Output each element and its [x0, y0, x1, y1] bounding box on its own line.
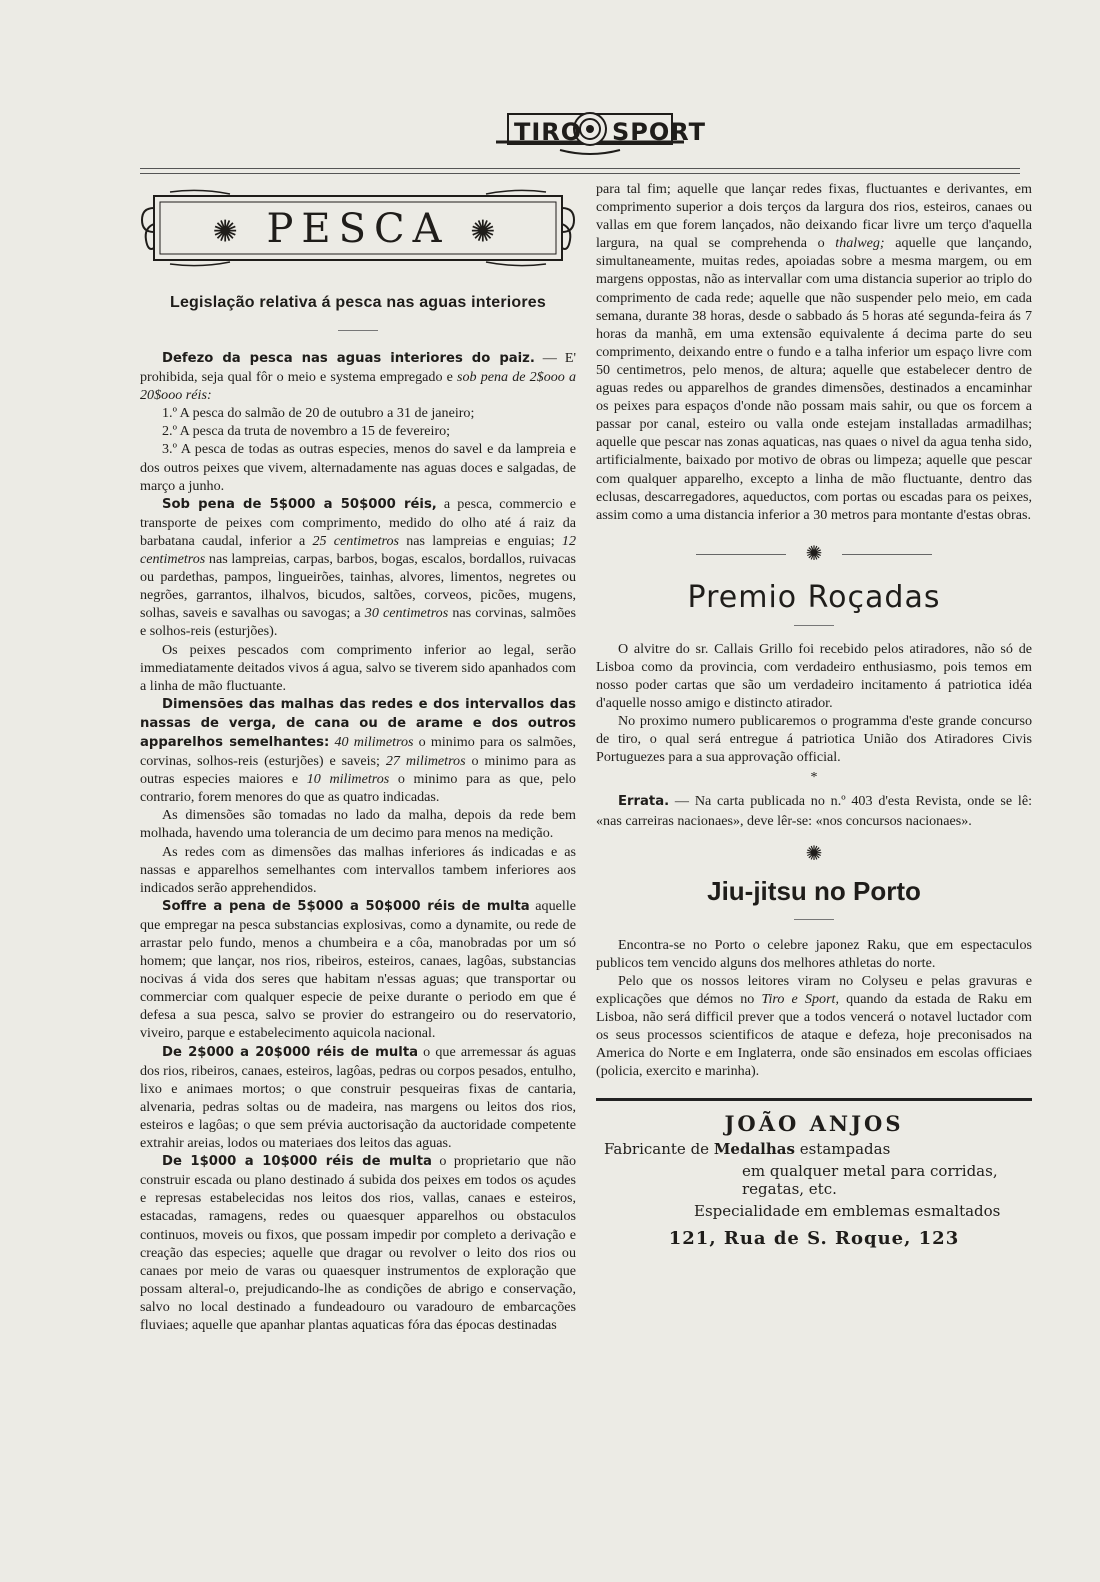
paragraph: [596, 792, 1032, 829]
separator-line: [842, 554, 932, 555]
pesca-title-text: PESCA: [266, 206, 450, 252]
asterisk-icon: *: [810, 770, 818, 786]
paragraph: Encontra-se no Porto o celebre japonez Raku, que em espectaculos publicos tem vencido alguns dos melhores athletas do norte.: [596, 936, 1032, 971]
ornament-right-icon: ✺: [470, 214, 504, 250]
ad-text: estampadas: [794, 1140, 891, 1159]
advertisement-rule: [596, 1098, 1032, 1101]
premio-title: Premio Roçadas: [687, 579, 941, 615]
paragraph-emphasis: 10 milimetros: [306, 771, 390, 788]
paragraph: [140, 349, 576, 404]
ad-address: 121, Rua de S. Roque, 123: [668, 1228, 960, 1250]
paragraph-emphasis: sob pena de 2$ooo a 20$ooo réis:: [140, 369, 576, 404]
section-separator: [596, 540, 1032, 570]
paragraph-emphasis: thalweg;: [835, 235, 885, 252]
paragraph-emphasis: 25 centimetros: [312, 532, 400, 549]
paragraph-emphasis: 27 milimetros: [385, 753, 466, 770]
pesca-title: [140, 206, 576, 252]
paragraph-text: quando da estada de Raku em Lisboa, não será difficil prever que a todos vencerá o notavel luctador com os seus processos scientificos de ataque e defeza, hoje preconisados na America do Norte e em Inglaterra, onde são ensinados em escolas officiaes (policia, exercito e marinha).: [596, 990, 1032, 1080]
ad-line: em qualquer metal para corridas, regatas, etc.: [742, 1162, 998, 1199]
ad-text: Fabricante de: [604, 1140, 714, 1159]
paragraph-text: — Na carta publicada no n.º 403 d'esta Revista, onde se lê: «nas carreiras nacionaes», deve lêr-se: «nos concursos nacionaes».: [596, 793, 1032, 829]
paragraph-emphasis: Tiro e Sport,: [761, 990, 839, 1007]
jiujitsu-body: [596, 936, 1032, 1081]
paragraph-text: nas lampreias e enguias;: [399, 532, 562, 549]
paragraph: O alvitre do sr. Callais Grillo foi recebido pelos atiradores, não só de Lisboa como da provincia, com verdadeiro enthusiasmo, pois temos em nosso poder cartas que são um verdadeiro incitamento á patriotica idéa d'aquelle nosso amigo e distincto atirador.: [596, 640, 1032, 712]
advertisement: [596, 1111, 1032, 1249]
paragraph: [596, 972, 1032, 1081]
paragraph-text: o que arremessar ás aguas dos rios, ribeiros, canaes, esteiros, lagôas, pedras ou corpos pesados, entulho, lixo e animaes mortos; o que construir pesqueiras fixas de cantaria, alvenaria, pedras soltas ou de madeira, nas margens ou leitos dos rios, esteiros e lagôas; o que sem prévia auctorisação da auctoridade competente extrahir areias, lodos ou materiaes dos leitos das aguas.: [140, 1043, 576, 1152]
paragraph-lead: Defezo da pesca nas aguas interiores do paiz.: [162, 351, 535, 366]
masthead-rule: [140, 168, 1020, 174]
paragraph-text: Pelo que os nossos leitores viram no Colyseu e pelas gravuras e explicações que démos no: [596, 972, 1032, 1007]
ad-text-bold: Medalhas: [713, 1140, 795, 1159]
short-divider: [794, 625, 834, 626]
paragraph-text: o minimo para as que, pelo contrario, forem menores do que as quatro indicadas.: [140, 771, 576, 806]
list-item: 2.º A pesca da truta de novembro a 15 de fevereiro;: [162, 423, 451, 440]
paragraph-text: a pesca, commercio e transporte de peixes com comprimento, medido do olho até á raiz da barbatana caudal, inferior a: [140, 495, 576, 549]
masthead-word-right: SPORT: [612, 118, 707, 146]
short-divider: [794, 919, 834, 920]
paragraph-lead: Errata.: [618, 794, 670, 810]
ad-name: JOÃO ANJOS: [724, 1111, 904, 1137]
paragraph: No proximo numero publicaremos o programma d'este grande concurso de tiro, o qual será entregue á patriotica União dos Atiradores Civis Portuguezes para a sua approvação official.: [596, 713, 1032, 766]
pesca-body-left: [140, 349, 576, 1334]
separator-line: [696, 554, 786, 555]
pesca-body-right: [596, 180, 1032, 524]
paragraph: As redes com as dimensões das malhas inferiores ás indicadas e as nassas e apparelhos semelhantes com intervallos tambem inferiores aos indicados serão apprehendidos.: [140, 843, 576, 896]
left-column: [140, 180, 576, 1334]
masthead-logo: [490, 104, 707, 160]
ad-line: [596, 1140, 1032, 1158]
paragraph-text: nas lampreias, carpas, barbos, bogas, escalos, bordallos, ruivacas ou pardethas, pampos, lingueirões, tainhas, alvores, limentos, negretes ou negrões, garrantos, ilhalvos, bicudos, saltões, corveos, picões, mugens, solhas, saveis e savalhas ou savogas; a: [140, 551, 576, 622]
list-item: 3.º A pesca de todas as outras especies, menos do savel e da lampreia e dos outros peixes que vivem, alternadamente nas aguas doces e salgadas, de março a junho.: [140, 441, 576, 494]
paragraph-emphasis: 40 milimetros: [334, 733, 414, 750]
list-item: 1.º A pesca do salmão de 20 de outubro a 31 de janeiro;: [162, 405, 475, 422]
paragraph-emphasis: 30 centimetros: [364, 605, 449, 622]
paragraph-text: o minimo para os salmões, corvinas, solhos-reis (esturjões) e saveis;: [140, 733, 576, 770]
short-divider: [338, 330, 378, 331]
paragraph-text: nas corvinas, salmões e solhos-reis (esturjões).: [140, 605, 576, 640]
premio-body: [596, 640, 1032, 767]
right-column: [596, 180, 1032, 1249]
paragraph: As dimensões são tomadas no lado da malha, depois da rede bem molhada, havendo uma tolerancia de um decimo para menos na medição.: [140, 807, 576, 842]
ad-line: Especialidade em emblemas esmaltados: [694, 1202, 1001, 1221]
paragraph-text: aquelle que lançando, simultaneamente, muitas redes, apoiadas sobre a mesma margem, ou em margens oppostas, não as intervallar com uma distancia superior ao triplo do comprimento de cada rede; aquelle que não suspender pelo meio, em cada semana, durante 38 horas, desde o sabbado ás 5 horas até segunda-feira ás 7 horas da manhã, em uma extensão equivalente á decima parte do seu comprimento, deixando entre o fundo e a talha inferior um espaço livre com 50 centimetros, pelo menos, de altura; aquelle que estabelecer dentro de aguas redes ou apparelhos de grandes dimensões, destinados a encaminhar os peixes para espaços d'onde não possam mais sahir, ou que os forcem a passar por canal, esteiro ou valla onde estejam installadas armadilhas; aquelle que pescar nas zonas aquaticas, nas quaes o nivel da agua tenha sido, artificialmente, baixado por motivo de obras ou limpeza; aquelle que pescar com qualquer apparelho, excepto a linha de mão fluctuante, dentro das eclusas, descarregadores, aqueductos, com portas ou escadas para os peixes, assim como a uma distancia inferior a 30 metros para montante d'estas obras.: [596, 235, 1032, 523]
paragraph-lead: De 1$000 a 10$000 réis de multa: [162, 1154, 432, 1170]
ornament-left-icon: ✺: [212, 214, 246, 250]
paragraph-lead: Dimensões das malhas das redes e dos intervallos das nassas de verga, de cana ou de arame e dos outros apparelhos semelhantes:: [140, 696, 576, 750]
paragraph: [140, 1152, 576, 1334]
paragraph: [140, 1043, 576, 1153]
paragraph-emphasis: 12 centimetros: [140, 532, 576, 568]
pesca-title-frame: [140, 188, 576, 268]
paragraph: [140, 897, 576, 1043]
paragraph-lead: De 2$000 a 20$000 réis de multa: [162, 1044, 419, 1060]
paragraph-lead: Soffre a pena de 5$000 a 50$000 réis de multa: [162, 898, 530, 914]
paragraph: [140, 695, 576, 807]
jiujitsu-title: Jiu-jitsu no Porto: [707, 875, 921, 906]
masthead-word-left: TIRO: [514, 118, 583, 146]
paragraph: Os peixes pescados com comprimento inferior ao legal, serão immediatamente deitados vivos á agua, salvo se tiverem sido apanhados com a linha de mão fluctuante.: [140, 641, 576, 694]
star-ornament-icon: ✺: [805, 842, 823, 865]
paragraph-text: aquelle que empregar na pesca substancias explosivas, como a dynamite, ou rede de arrastar pelo fundo, menos a chumbeira e a côa, manobradas por um só homem; que lançar, nos rios, ribeiros, esteiros, canaes, lagôas, substancias nocivas á vida dos seres que habitam n'essas aguas; que transportar ou commerciar com qualquer especie de peixe durante o periodo em que é defesa a sua pesca, salvo se provier do estrangeiro ou do reservatorio, viveiro, parque e estabelecimento aquicola nacional.: [140, 897, 576, 1042]
section-separator: [596, 840, 1032, 870]
paragraph: [596, 180, 1032, 524]
paragraph-lead: Sob pena de 5$000 a 50$000 réis,: [162, 496, 437, 512]
paragraph-text: o proprietario que não construir escada ou plano destinado á subida dos peixes em todos os açudes e represas estabelecidas nos leitos dos rios, vallas, canaes e esteiros, estacadas, ramagens, redes ou quaesquer apparelhos ou obstaculos continuos, moveis ou fixos, que possam impedir por completo a derivação e creação das especies; aquelle que dragar ou revolver o leito dos rios ou canaes por meio de varas ou quaesquer instrumentos de exploração que possam alteral-o, prejudicando-lhe as condições de abrigo e conservação, salvo no local destinado a fundeadouro ou varadouro de embarcações fluviaes; aquelle que apanhar plantas aquaticas fóra das épocas destinadas: [140, 1153, 576, 1333]
paragraph-text: — E' prohibida, seja qual fôr o meio e systema empregado e: [140, 350, 576, 386]
paragraph-text: para tal fim; aquelle que lançar redes fixas, fluctuantes e derivantes, em comprimento superior a dois terços da largura dos rios, esteiros, canaes ou vallas em que forem lançados, não deixando ficar livre um terço d'aquella largura, na qual se comprehenda o: [596, 181, 1032, 252]
paragraph: [140, 495, 576, 641]
errata-body: [596, 792, 1032, 829]
paragraph-text: o minimo para as outras especies maiores e: [140, 753, 577, 788]
star-ornament-icon: ✺: [805, 542, 823, 565]
pesca-subtitle: Legislação relativa á pesca nas aguas interiores: [169, 294, 546, 311]
